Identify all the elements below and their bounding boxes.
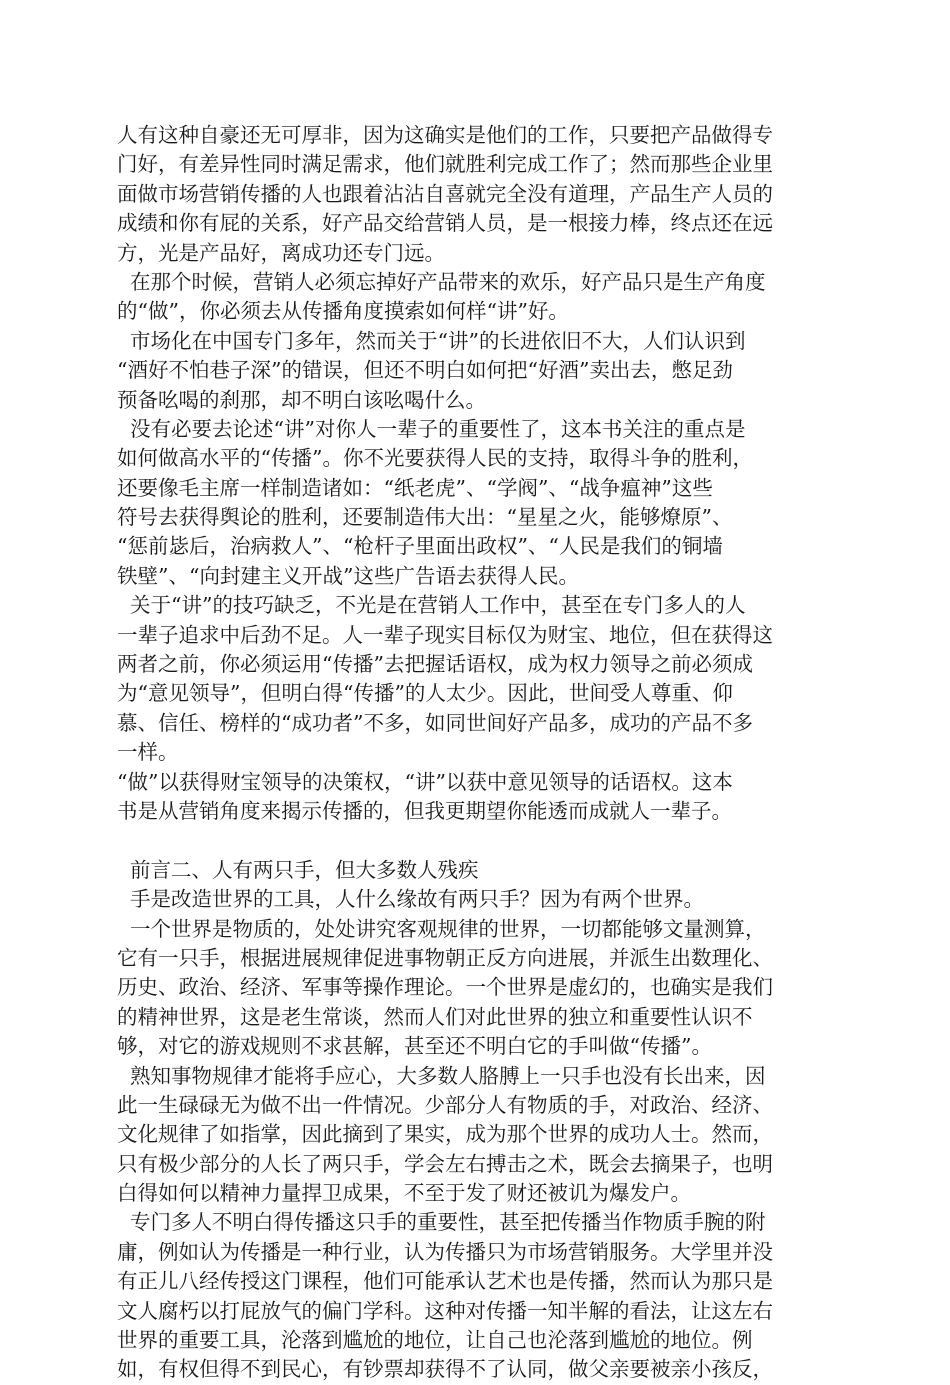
text-line: 书是从营销角度来揭示传播的，但我更期望你能透而成就人一辈子。 [117, 798, 732, 823]
text-line: “惩前毖后，治病救人”、“枪杆子里面出政权”、“人民是我们的铜墙 [117, 534, 723, 559]
text-line: 它有一只手，根据进展规律促进事物朝正反方向进展，并派生出数理化、 [117, 945, 773, 970]
text-line: 白得如何以精神力量捍卫成果，不至于发了财还被讥为爆发户。 [117, 1181, 691, 1206]
text-line: 的精神世界，这是老生常谈，然而人们对此世界的独立和重要性认识不 [117, 1004, 753, 1029]
text-line: 慕、信任、榜样的“成功者”不多，如同世间好产品多，成功的产品不多 [117, 710, 753, 735]
text-line: 铁壁”、“向封建主义开战”这些广告语去获得人民。 [117, 563, 579, 588]
text-line: 没有必要去论述“讲”对你人一辈子的重要性了，这本书关注的重点是 [117, 416, 746, 441]
text-line: “酒好不怕巷子深”的错误，但还不明白如何把“好酒”卖出去，憋足劲 [117, 358, 733, 383]
text-line: 文人腐朽以打屁放气的偏门学科。这种对传播一知半解的看法，让这左右 [117, 1298, 773, 1323]
text-line: 在那个时候，营销人必须忘掉好产品带来的欢乐，好产品只是生产角度 [117, 269, 766, 294]
text-line: 手是改造世界的工具，人什么缘故有两只手？因为有两个世界。 [117, 887, 705, 912]
text-line: 此一生碌碌无为做不出一件情况。少部分人有物质的手，对政治、经济、 [117, 1092, 773, 1117]
text-line: 符号去获得舆论的胜利，还要制造伟大出：“星星之火，能够燎原”、 [117, 505, 733, 530]
text-line: 关于“讲”的技巧缺乏，不光是在营销人工作中，甚至在专门多人的人 [117, 593, 746, 618]
paragraph-block-1 [117, 121, 837, 826]
text-line: 专门多人不明白得传播这只手的重要性，甚至把传播当作物质手腕的附 [117, 1210, 766, 1235]
text-line: 为“意见领导”，但明白得“传播”的人太少。因此，世间受人尊重、仰 [117, 681, 733, 706]
paragraph-spacer [117, 826, 837, 855]
text-line: 一个世界是物质的，处处讲究客观规律的世界，一切都能够文量测算， [117, 916, 766, 941]
text-line: 如，有权但得不到民心，有钞票却获得不了认同，做父亲要被亲小孩反， [117, 1357, 773, 1382]
text-line: 的“做”，你必须去从传播角度摸索如何样“讲”好。 [117, 299, 569, 324]
section-heading: 前言二、人有两只手，但大多数人残疾 [117, 857, 479, 882]
text-line: 有正儿八经传授这门课程，他们可能承认艺术也是传播，然而认为那只是 [117, 1269, 773, 1294]
text-line: 成绩和你有屁的关系，好产品交给营销人员，是一根接力棒，终点还在远 [117, 211, 773, 236]
text-line: 历史、政治、经济、军事等操作理论。一个世界是虚幻的，也确实是我们 [117, 975, 773, 1000]
text-line: 只有极少部分的人长了两只手，学会左右搏击之术，既会去摘果子，也明 [117, 1151, 773, 1176]
text-line: 熟知事物规律才能将手应心，大多数人胳膊上一只手也没有长出来，因 [117, 1063, 766, 1088]
text-line: 市场化在中国专门多年，然而关于“讲”的长进依旧不大，人们认识到 [117, 328, 746, 353]
text-line: 文化规律了如指掌，因此摘到了果实，成为那个世界的成功人士。然而， [117, 1122, 773, 1147]
text-line: 如何做高水平的“传播”。你不光要获得人民的支持，取得斗争的胜利， [117, 446, 753, 471]
text-line: 门好，有差异性同时满足需求，他们就胜利完成工作了；然而那些企业里 [117, 152, 773, 177]
text-line: 庸，例如认为传播是一种行业，认为传播只为市场营销服务。大学里并没 [117, 1239, 773, 1264]
paragraph-block-2 [117, 856, 837, 1385]
text-line: 一样。 [117, 740, 179, 765]
document-page [117, 121, 837, 1385]
text-line: “做”以获得财宝领导的决策权，“讲”以获中意见领导的话语权。这本 [117, 769, 733, 794]
text-line: 够，对它的游戏规则不求甚解，甚至还不明白它的手叫做“传播”。 [117, 1034, 712, 1059]
text-line: 两者之前，你必须运用“传播”去把握话语权，成为权力领导之前必须成 [117, 652, 753, 677]
text-line: 世界的重要工具，沦落到尴尬的地位，让自己也沦落到尴尬的地位。例 [117, 1328, 753, 1353]
text-line: 方，光是产品好，离成功还专门远。 [117, 240, 445, 265]
text-line: 还要像毛主席一样制造诸如：“纸老虎”、“学阀”、“战争瘟神”这些 [117, 475, 713, 500]
text-line: 一辈子追求中后劲不足。人一辈子现实目标仅为财宝、地位，但在获得这 [117, 622, 773, 647]
text-line: 面做市场营销传播的人也跟着沾沾自喜就完全没有道理，产品生产人员的 [117, 181, 773, 206]
text-line: 人有这种自豪还无可厚非，因为这确实是他们的工作，只要把产品做得专 [117, 123, 773, 147]
text-line: 预备吆喝的刹那，却不明白该吆喝什么。 [117, 387, 486, 412]
